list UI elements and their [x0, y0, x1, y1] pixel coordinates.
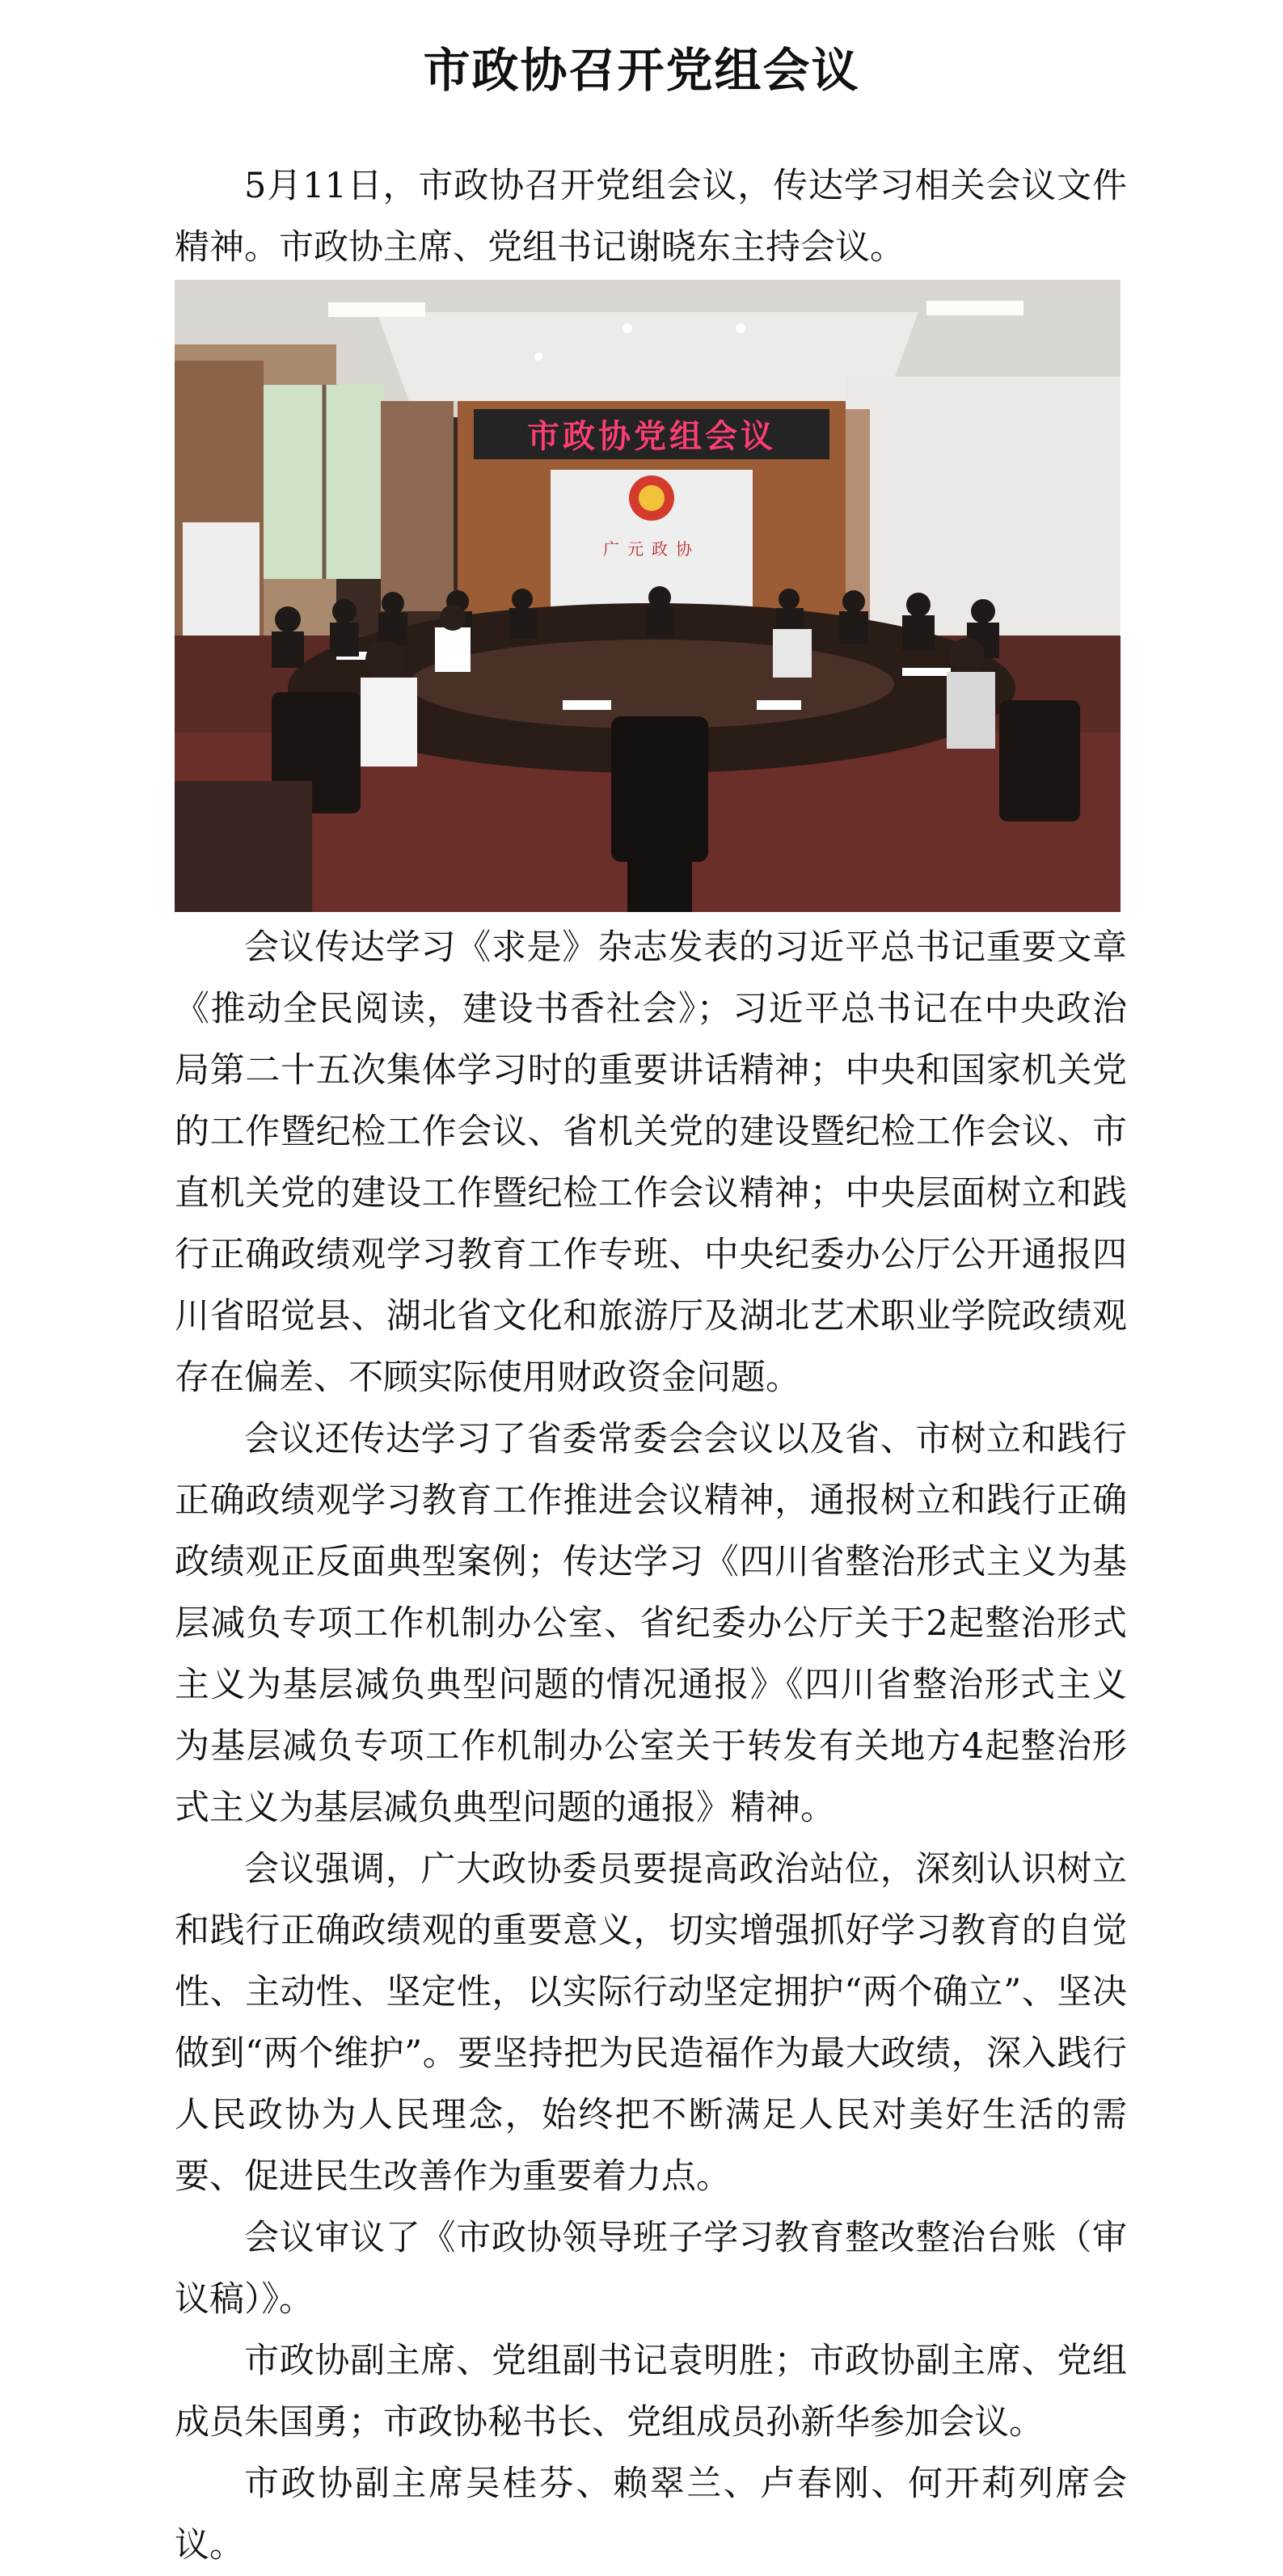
banner-text: 市政协党组会议	[527, 417, 776, 455]
paragraph-3: 会议还传达学习了省委常委会会议以及省、市树立和践行正确政绩观学习教育工作推进会议精神，通报树立和践行正确政绩观正反面典型案例；传达学习《四川省整治形式主义为基层减负专项工作机制办公室、省纪委办公厅关于2起整治形式主义为基层减负典型问题的情况通报》《四川省整治形式主义为基层减负专项工作机制办公室关于转发有关地方4起整治形式主义为基层减负典型问题的通报》精神。	[175, 1419, 1127, 1828]
meeting-photo-illustration	[175, 280, 1121, 912]
paragraph-6: 市政协副主席、党组副书记袁明胜；市政协副主席、党组成员朱国勇；市政协秘书长、党组成员孙新华参加会议。	[175, 2341, 1127, 2443]
paragraph-2: 会议传达学习《求是》杂志发表的习近平总书记重要文章《推动全民阅读，建设书香社会》；习近平总书记在中央政治局第二十五次集体学习时的重要讲话精神；中央和国家机关党的工作暨纪检工作会议、省机关党的建设暨纪检工作会议、市直机关党的建设工作暨纪检工作会议精神；中央层面树立和践行正确政绩观学习教育工作专班、中央纪委办公厅公开通报四川省昭觉县、湖北省文化和旅游厅及湖北艺术职业学院政绩观存在偏差、不顾实际使用财政资金问题。	[175, 927, 1127, 1398]
article-body	[175, 155, 1127, 2576]
paragraph-5: 会议审议了《市政协领导班子学习教育整改整治台账（审议稿）》。	[175, 2218, 1127, 2320]
wall-text: 广元政协	[603, 539, 700, 559]
meeting-photo	[175, 280, 1121, 912]
article-title: 市政协召开党组会议	[423, 42, 860, 98]
paragraph-4: 会议强调，广大政协委员要提高政治站位，深刻认识树立和践行正确政绩观的重要意义，切实增强抓好学习教育的自觉性、主动性、坚定性，以实际行动坚定拥护“两个确立”、坚决做到“两个维护”。要坚持把为民造福作为最大政绩，深入践行人民政协为人民理念，始终把不断满足人民对美好生活的需要、促进民生改善作为重要着力点。	[175, 1849, 1127, 2197]
paragraph-1: 5月11日，市政协召开党组会议，传达学习相关会议文件精神。市政协主席、党组书记谢晓东主持会议。	[175, 166, 1127, 268]
paragraph-7: 市政协副主席吴桂芬、赖翠兰、卢春刚、何开莉列席会议。	[175, 2464, 1127, 2565]
